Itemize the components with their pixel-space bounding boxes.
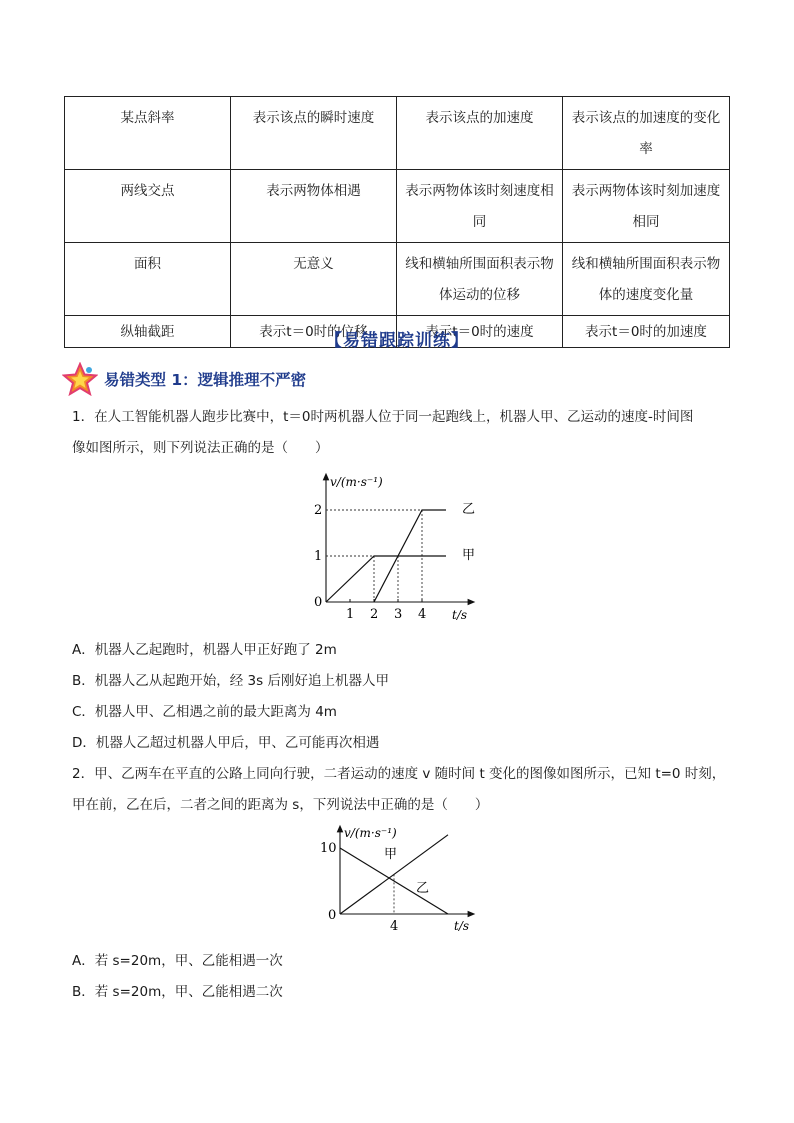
- table-row: [65, 243, 730, 316]
- origin-tick-label: 0: [314, 595, 323, 610]
- y-tick-label: 10: [320, 841, 337, 856]
- table-cell: 表示该点的瞬时速度: [231, 97, 397, 170]
- x-tick-label: 4: [390, 919, 399, 934]
- x-tick-label: 4: [418, 607, 427, 622]
- table-cell: 面积: [65, 243, 231, 316]
- table-cell: 无意义: [231, 243, 397, 316]
- summary-table: [64, 96, 730, 348]
- table-cell: 两线交点: [65, 170, 231, 243]
- question-2-option-b: B．若 s=20m，甲、乙能相遇二次: [72, 984, 283, 1000]
- x-tick-label: 2: [370, 607, 379, 622]
- table-row: [65, 97, 730, 170]
- table-cell: 表示该点的加速度的变化率: [563, 97, 730, 170]
- error-type-label: 易错类型 1：逻辑推理不严密: [104, 371, 307, 389]
- y-tick-label: 2: [314, 503, 323, 518]
- table-row: [65, 170, 730, 243]
- series-label-yi: 乙: [462, 502, 476, 517]
- question-1-option-b: B．机器人乙从起跑开始，经 3s 后刚好追上机器人甲: [72, 673, 389, 689]
- table-cell: 表示两物体该时刻加速度相同: [563, 170, 730, 243]
- table-cell: 表示t＝0时的位移: [231, 316, 397, 348]
- table-cell: 表示两物体该时刻速度相同: [397, 170, 563, 243]
- question-2-stem-line1: 2．甲、乙两车在平直的公路上同向行驶，二者运动的速度 v 随时间 t 变化的图像如图所示，已知 t=0 时刻，: [72, 766, 726, 782]
- series-label-jia: 甲: [384, 847, 398, 862]
- error-type-header: [62, 364, 306, 394]
- table-cell: 表示两物体相遇: [231, 170, 397, 243]
- section-title: 【易错跟踪训练】: [325, 331, 469, 351]
- table-cell: 表示t＝0时的加速度: [563, 316, 730, 348]
- table-cell: 表示t＝0时的速度: [397, 316, 563, 348]
- series-label-jia: 甲: [462, 548, 476, 563]
- origin-tick-label: 0: [328, 908, 337, 923]
- x-tick-label: 1: [346, 607, 355, 622]
- question-1-figure: [300, 466, 500, 626]
- series-label-yi: 乙: [416, 881, 430, 896]
- star-icon: [62, 362, 98, 396]
- table-cell: 表示该点的加速度: [397, 97, 563, 170]
- question-1-option-a: A．机器人乙起跑时，机器人甲正好跑了 2m: [72, 642, 337, 658]
- x-axis-label: t/s: [452, 608, 468, 622]
- question-1-stem-line2: 像如图所示，则下列说法正确的是（ ）: [72, 440, 329, 456]
- question-1-stem-line1: 1．在人工智能机器人跑步比赛中，t＝0时两机器人位于同一起跑线上，机器人甲、乙运动的速度-时间图: [72, 409, 694, 425]
- y-axis-label: v/(m·s⁻¹): [344, 826, 397, 840]
- y-axis-label: v/(m·s⁻¹): [330, 475, 383, 489]
- x-axis-label: t/s: [454, 919, 470, 933]
- question-2-option-a: A．若 s=20m，甲、乙能相遇一次: [72, 953, 283, 969]
- table-cell: 某点斜率: [65, 97, 231, 170]
- table-cell: 纵轴截距: [65, 316, 231, 348]
- question-2-stem-line2: 甲在前，乙在后，二者之间的距离为 s，下列说法中正确的是（ ）: [72, 797, 489, 813]
- table-cell: 线和横轴所围面积表示物体的速度变化量: [563, 243, 730, 316]
- x-tick-label: 3: [394, 607, 403, 622]
- question-2-figure: [312, 822, 482, 936]
- table-cell: 线和横轴所围面积表示物体运动的位移: [397, 243, 563, 316]
- y-tick-label: 1: [314, 549, 323, 564]
- question-1-option-d: D．机器人乙超过机器人甲后，甲、乙可能再次相遇: [72, 735, 380, 751]
- question-1-option-c: C．机器人甲、乙相遇之前的最大距离为 4m: [72, 704, 337, 720]
